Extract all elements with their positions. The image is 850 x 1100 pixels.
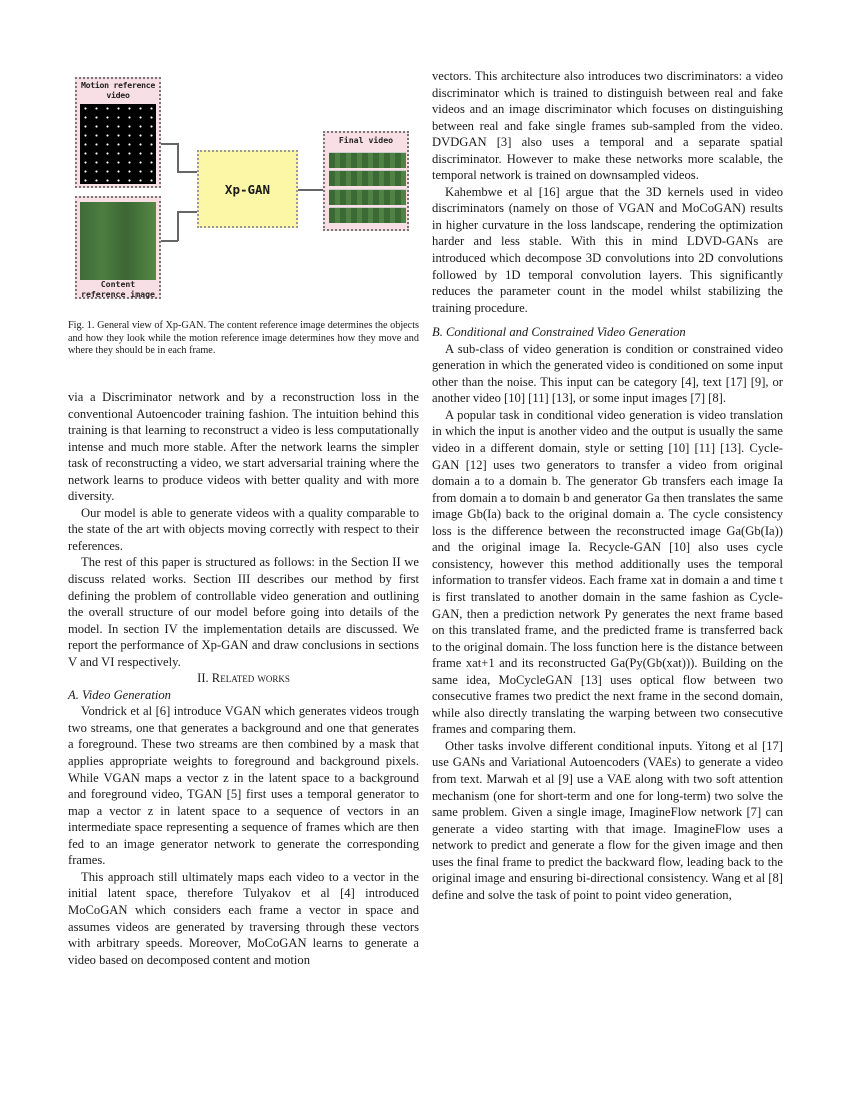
paragraph: Our model is able to generate videos with a quality comparable to the state of the art with objects moving correctly with respect to their references.: [68, 505, 419, 553]
motion-reference-video-image: [80, 104, 156, 184]
final-video-frame: [329, 152, 406, 168]
final-video-frame: [329, 207, 406, 223]
xp-gan-block: Xp-GAN: [197, 150, 298, 228]
content-reference-label: Content reference image: [81, 279, 155, 299]
motion-reference-label: Motion reference video: [80, 80, 156, 100]
paragraph: A sub-class of video generation is condition or constrained video generation in which the generated video is conditioned on some input other than the noise. This input can be category [4], text [17] [9], or another video [10] [11] [13], or some input images [7] [8].: [432, 341, 783, 406]
subsection-heading: A. Video Generation: [68, 687, 171, 702]
motion-reference-box: [75, 77, 161, 188]
paragraph: A popular task in conditional video generation is video translation in which the input is another video and the output is usually the same video in a different domain, style or setting [10] [11] [13]. Cycle-GAN [12] uses two generators to transfer a video from original domain a to a domain b. The generator Gb transfers each image Ia from domain a to domain b and generator Ga then translates the same image Gb(Ia) back to the original domain a. The cycle consistency loss is the difference between the reconstructed image Ga(Gb(Ia)) and the original image Ia. Recycle-GAN [10] also uses cycle consistency, however this method additionally uses the temporal information to transfer videos. Each frame xat in domain a and time t is first translated to another domain in the same fashion as Cycle-GAN, then a prediction network Py generates the next frame based on this translated frame, and the predicted frame is transferred back to the original domain. The loss function here is the distance between frame xat+1 and its reconstructed Ga(Py(Gb(xat))). Building on the same idea, MoCycleGAN [13] uses optical flow between two consecutive frames two predict the next frame in the second domain, while also directly translating the warping between two consecutive frames and comparing them.: [432, 407, 783, 737]
final-video-box: [323, 131, 409, 231]
content-reference-box: [75, 196, 161, 299]
paragraph: Kahembwe et al [16] argue that the 3D kernels used in video discriminators (namely on those of VGAN and MoCoGAN) results in higher curvature in the loss landscape, rendering the optimization harder and less stable. With this in mind LDVD-GANs are introduced which decompose 3D convolutions into 2D convolutions followed by 1D temporal convolution layers. This significantly reduces the parameter count in the model whilst stabilizing the training procedure.: [432, 184, 783, 315]
paragraph: This approach still ultimately maps each video to a vector in the initial latent space, therefore Tulyakov et al [4] introduced MoCoGAN which considers each frame a vector in space and assumes videos are generated by traversing through these vectors with arbitrary speeds. Moreover, MoCoGAN learns to generate a video based on decomposed content and motion: [68, 869, 419, 967]
paragraph: The rest of this paper is structured as follows: in the Section II we discuss related works. Section III describes our method by first defining the problem of controllable video generation and outlining the overall structure of our model before going into details of the model. In section IV the implementation details are discussed. We report the performance of Xp-GAN and draw conclusions in sections V and VI respectively.: [68, 555, 419, 669]
paragraph: Vondrick et al [6] introduce VGAN which generates videos trough two streams, one that generates a background and one that generates a foreground. These two streams are then combined by a mask that applies appropriate weights to foreground and background pixels. While VGAN maps a vector z in the latent space to a background and foreground video, TGAN [5] first uses a temporal generator to map a vector z in latent space to a sequence of vectors in an intermediate space representing a sequence of frames which are then fed to an image generator network to generate the corresponding frames.: [68, 704, 419, 868]
final-video-label: Final video: [338, 135, 394, 145]
paragraph: vectors. This architecture also introduces two discriminators: a video discriminator which is trained to distinguish between real and fake videos and an image discriminator which focuses on distinguishing between real and fake single frames sub-sampled from the video. DVDGAN [3] also uses a temporal and a separate spatial discriminator. However to make these networks more scalable, the temporal network is trained on downsampled videos.: [432, 69, 783, 183]
right-column: [432, 68, 783, 903]
figure-caption: Fig. 1. General view of Xp-GAN. The content reference image determines the objects and how they look while the motion reference image determines how they move and where they should be in each frame.: [68, 320, 419, 357]
left-column: [68, 389, 419, 968]
paragraph: Other tasks involve different conditional inputs. Yitong et al [17] use GANs and Variational Autoencoders (VAEs) to generate a video from text. Marwah et al [9] use a VAE along with two soft attention mechanism (one for short-term and one for long-term) two solve the same problem. Given a single image, ImagineFlow network [7] can generate a video starting with that image. ImagineFlow uses a network to predict and generate a flow for the given image and then uses the final frame to predict the backward flow, leading back to the original image and ensuring bi-directional consistency. Wang et al [8] define and solve the task of point to point video generation,: [432, 738, 783, 902]
final-video-frame: [329, 170, 406, 186]
subsection-heading: B. Conditional and Constrained Video Generation: [432, 325, 686, 340]
paragraph: via a Discriminator network and by a reconstruction loss in the conventional Autoencoder training fashion. The intuition behind this training is that learning to reconstruct a video is less computationally intense and much more stable. After the network learns the simpler task of reconstructing a video, we start adversarial training where the network learns to produce videos with better quality and with more diversity.: [68, 390, 419, 504]
section-heading: II. Related works: [197, 671, 290, 686]
content-reference-image: [80, 202, 156, 280]
final-video-frame: [329, 189, 406, 205]
